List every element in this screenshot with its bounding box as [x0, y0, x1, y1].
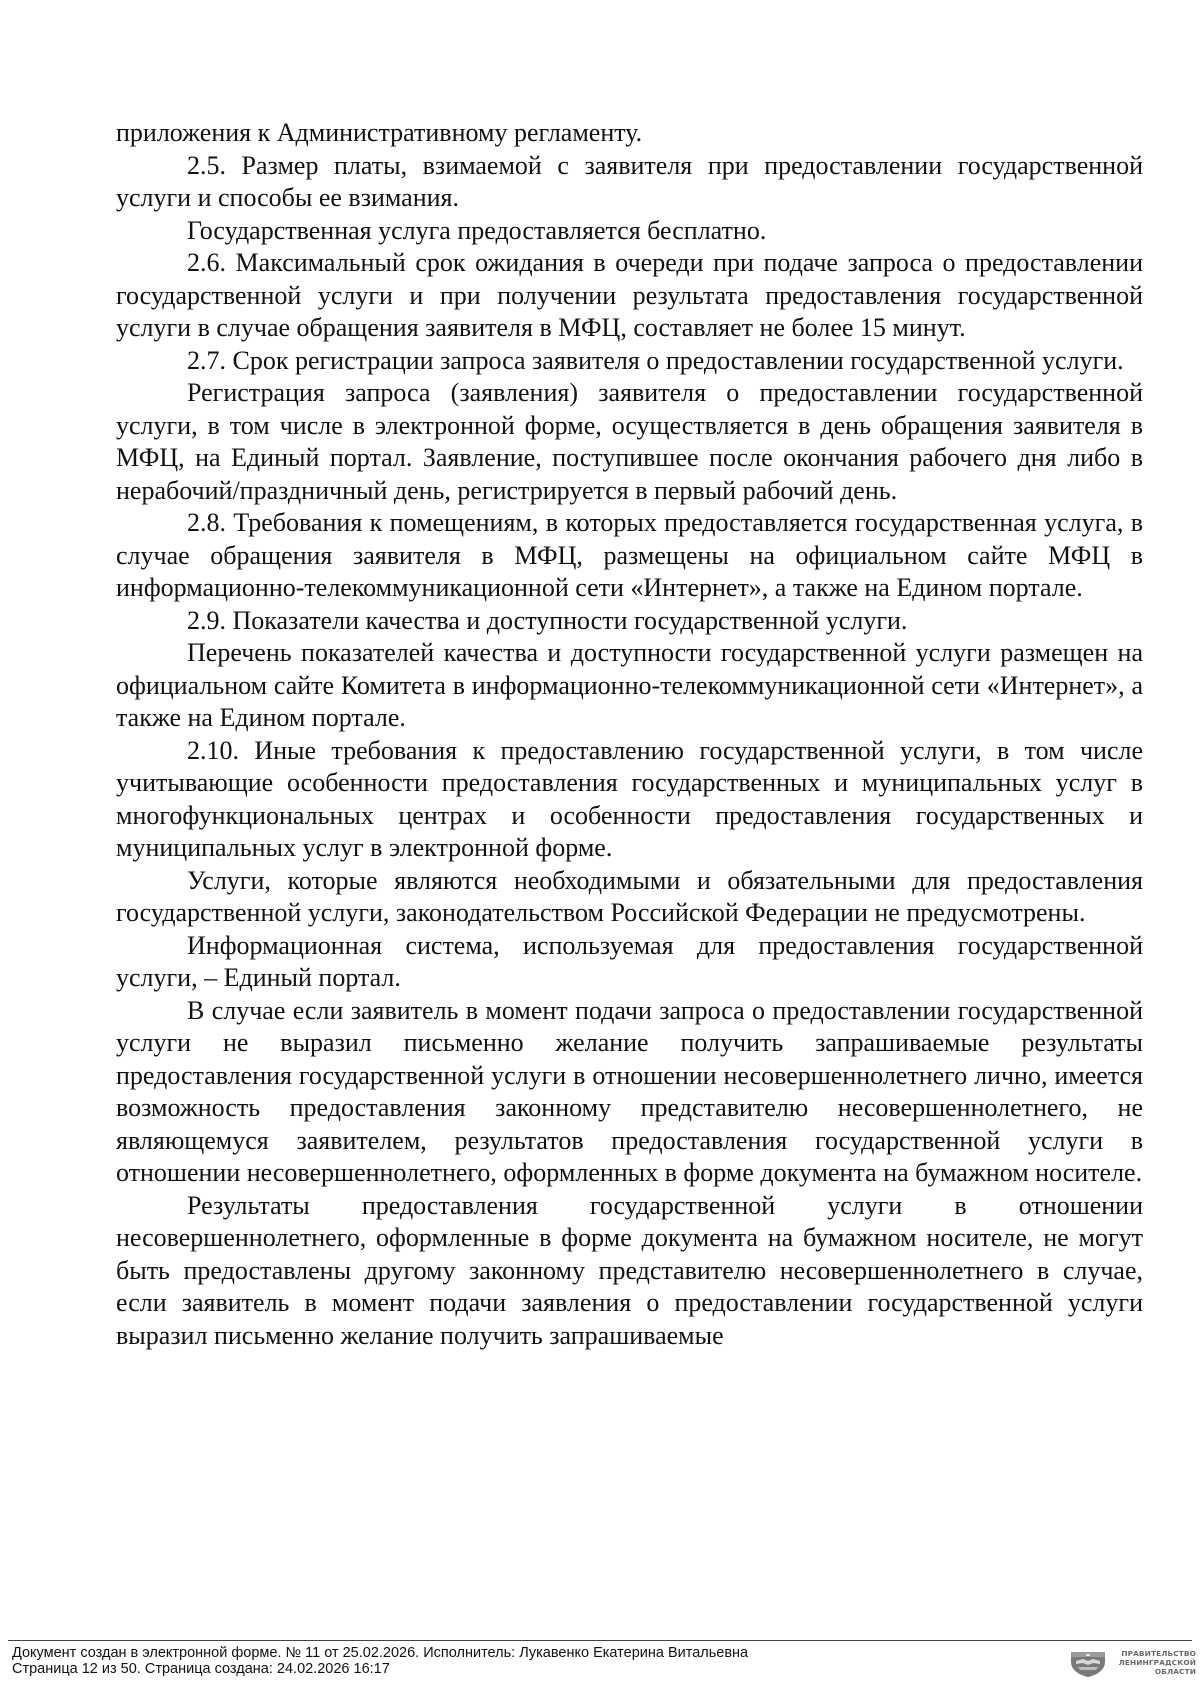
paragraph-information-system: Информационная система, используемая для предоставления государственной услуги, – Единый портал. [116, 930, 1143, 992]
paragraph-free-of-charge: Государственная услуга предоставляется бесплатно. [187, 215, 767, 245]
logo-caption-line: ПРАВИТЕЛЬСТВО [1121, 1649, 1196, 1658]
page-footer [0, 1640, 1200, 1698]
logo-caption-line: ОБЛАСТИ [1154, 1667, 1196, 1677]
logo-caption-line: ЛЕНИНГРАДСКОЙ [1118, 1658, 1196, 1668]
paragraph-2-7: 2.7. Срок регистрации запроса заявителя о предоставлении государственной услуги. [187, 345, 1124, 375]
footer-divider [8, 1640, 1192, 1641]
paragraph-required-services: Услуги, которые являются необходимыми и обязательными для предоставления государственной услуги, законодательством Российской Федерации не предусмотрены. [116, 865, 1143, 927]
paragraph-2-5: 2.5. Размер платы, взимаемой с заявителя при предоставлении государственной услуги и способы ее взимания. [116, 150, 1143, 212]
paragraph-quality-indicators: Перечень показателей качества и доступности государственной услуги размещен на официальном сайте Комитета в информационно-телекоммуникационной сети «Интернет», а также на Едином портале. [116, 638, 1143, 732]
paragraph-2-9: 2.9. Показатели качества и доступности государственной услуги. [187, 605, 908, 635]
paragraph-2-10: 2.10. Иные требования к предоставлению государственной услуги, в том числе учитывающие особенности предоставления государственных и муниципальных услуг в многофункциональных центрах и особенности предоставления государственных и муниципальных услуг в электронной форме. [116, 735, 1143, 862]
paragraph-minor-results: В случае если заявитель в момент подачи запроса о предоставлении государственной услуги не выразил письменно желание получить запрашиваемые результаты предоставления государственной услуги в отношении несовершеннолетнего лично, имеется возможность предоставления законному представителю несовершеннолетнего, не являющемуся заявителем, результатов предоставления государственной услуги в отношении несовершеннолетнего, оформленных в форме документа на бумажном носителе. [116, 995, 1143, 1187]
footer-logo-caption [1110, 1649, 1196, 1677]
paragraph-registration: Регистрация запроса (заявления) заявителя о предоставлении государственной услуги, в том числе в электронной форме, осуществляется в день обращения заявителя в МФЦ, на Единый портал. Заявление, поступившее после окончания рабочего дня либо в нерабочий/праздничный день, регистрируется в первый рабочий день. [116, 378, 1143, 505]
paragraph-results-restriction: Результаты предоставления государственной услуги в отношении несовершеннолетнего, оформленные в форме документа на бумажном носителе, не могут быть предоставлены другому законному представителю несовершеннолетнего в случае, если заявитель в момент подачи заявления о предоставлении государственной услуги выразил письменно желание получить запрашиваемые [116, 1190, 1143, 1350]
paragraph-continuation: приложения к Административному регламенту. [116, 118, 643, 147]
document-body [116, 117, 1143, 1352]
footer-page-info: Страница 12 из 50. Страница создана: 24.02.2026 16:17 [12, 1661, 390, 1677]
paragraph-2-8: 2.8. Требования к помещениям, в которых предоставляется государственная услуга, в случае обращения заявителя в МФЦ, размещены на официальном сайте МФЦ в информационно-телекоммуникационной сети «Интернет», а также на Едином портале. [116, 508, 1143, 602]
paragraph-2-6: 2.6. Максимальный срок ожидания в очереди при подаче запроса о предоставлении государственной услуги и при получении результата предоставления государственной услуги в случае обращения заявителя в МФЦ, составляет не более 15 минут. [116, 248, 1143, 342]
leningrad-region-emblem-icon [1068, 1648, 1108, 1678]
footer-metadata [12, 1645, 748, 1677]
footer-document-info: Документ создан в электронной форме. № 11 от 25.02.2026. Исполнитель: Лукавенко Екатерина Витальевна [12, 1645, 749, 1661]
